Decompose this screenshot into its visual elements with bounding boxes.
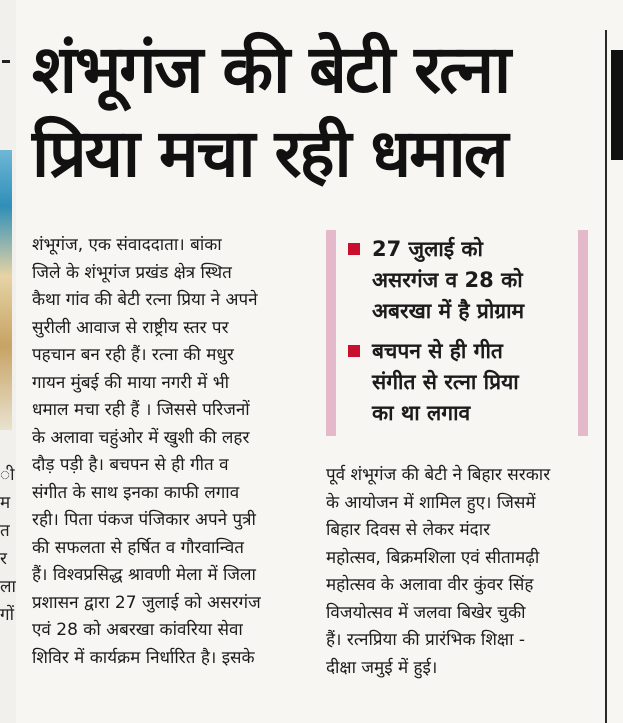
headline-line: शंभूगंज की बेटी रत्ना [32,31,510,108]
adjacent-photo [0,150,12,430]
highlight-bar-left [326,230,336,436]
edge-fragment: ला [0,577,16,597]
highlight-line: संगीत से रत्ना प्रिया [372,370,519,394]
body-line: के आयोजन में शामिल हुए। जिसमें [326,492,536,513]
edge-dash [2,60,10,63]
column-divider [601,30,623,723]
article-body-right [326,462,590,682]
highlight-bar-right [578,230,588,436]
highlight-item [348,336,573,429]
highlight-line: बचपन से ही गीत [372,339,503,363]
body-line: जिले के शंभूगंज प्रखंड क्षेत्र स्थित [32,262,232,283]
body-line: विजयोत्सव में जलवा बिखेर चुकी [326,602,526,623]
divider-rule [605,30,607,723]
adjacent-article-strip [0,0,16,723]
body-line: महोत्सव के अलावा वीर कुंवर सिंह [326,575,534,595]
edge-fragment: गों [0,605,14,625]
body-line: पहचान बन रही हैं। रत्ना की मधुर [32,345,234,365]
body-line: गायन मुंबई की माया नगरी में भी [32,372,230,393]
body-line: एवं 28 को अबरखा कांवरिया सेवा [32,620,243,640]
body-line: रही। पिता पंकज पंजिकार अपने पुत्री [32,510,256,530]
edge-fragment: र [0,549,7,569]
body-line: कैथा गांव की बेटी रत्ना प्रिया ने अपने [32,290,258,310]
highlight-line: असरगंज व 28 को [372,268,523,292]
body-line: शंभूगंज, एक संवाददाता। बांका [32,235,222,255]
body-line: महोत्सव, बिक्रमशिला एवं सीतामढ़ी [326,547,540,568]
body-line: दौड़ पड़ी है। बचपन से ही गीत व [32,455,229,475]
article-body-left [32,232,302,672]
body-line: धमाल मचा रही हैं । जिससे परिजनों [32,400,250,420]
bullet-square-icon [348,243,360,255]
bullet-square-icon [348,345,360,357]
body-line: की सफलता से हर्षित व गौरवान्वित [32,537,244,558]
adjacent-header-block [611,50,623,160]
highlight-item [348,234,573,327]
body-line: पूर्व शंभूगंज की बेटी ने बिहार सरकार [326,465,551,485]
body-line: प्रशासन द्वारा 27 जुलाई को असरगंज [32,592,261,613]
body-line: सुरीली आवाज से राष्ट्रीय स्तर पर [32,317,229,338]
edge-fragment: ी [0,465,15,485]
body-line: बिहार दिवस से लेकर मंदार [326,520,491,540]
highlight-line: 27 जुलाई को [372,237,483,261]
body-line: हैं। विश्वप्रसिद्ध श्रावणी मेला में जिला [32,565,256,585]
body-line: के अलावा चहुंओर में खुशी की लहर [32,427,250,448]
body-line: दीक्षा जमुई में हुई। [326,657,438,678]
body-line: संगीत के साथ इनका काफी लगाव [32,482,240,503]
highlight-line: का था लगाव [372,401,471,425]
edge-fragment: म [0,493,11,513]
headline [32,28,592,196]
edge-fragment: त [0,521,10,541]
highlight-line: अबरखा में है प्रोग्राम [372,299,525,323]
body-line: शिविर में कार्यक्रम निर्धारित है। इसके [32,647,255,668]
highlight-box [326,230,588,436]
body-line: हैं। रत्नप्रिया की प्रारंभिक शिक्षा - [326,630,526,650]
headline-line: प्रिया मचा रही धमाल [32,115,507,192]
